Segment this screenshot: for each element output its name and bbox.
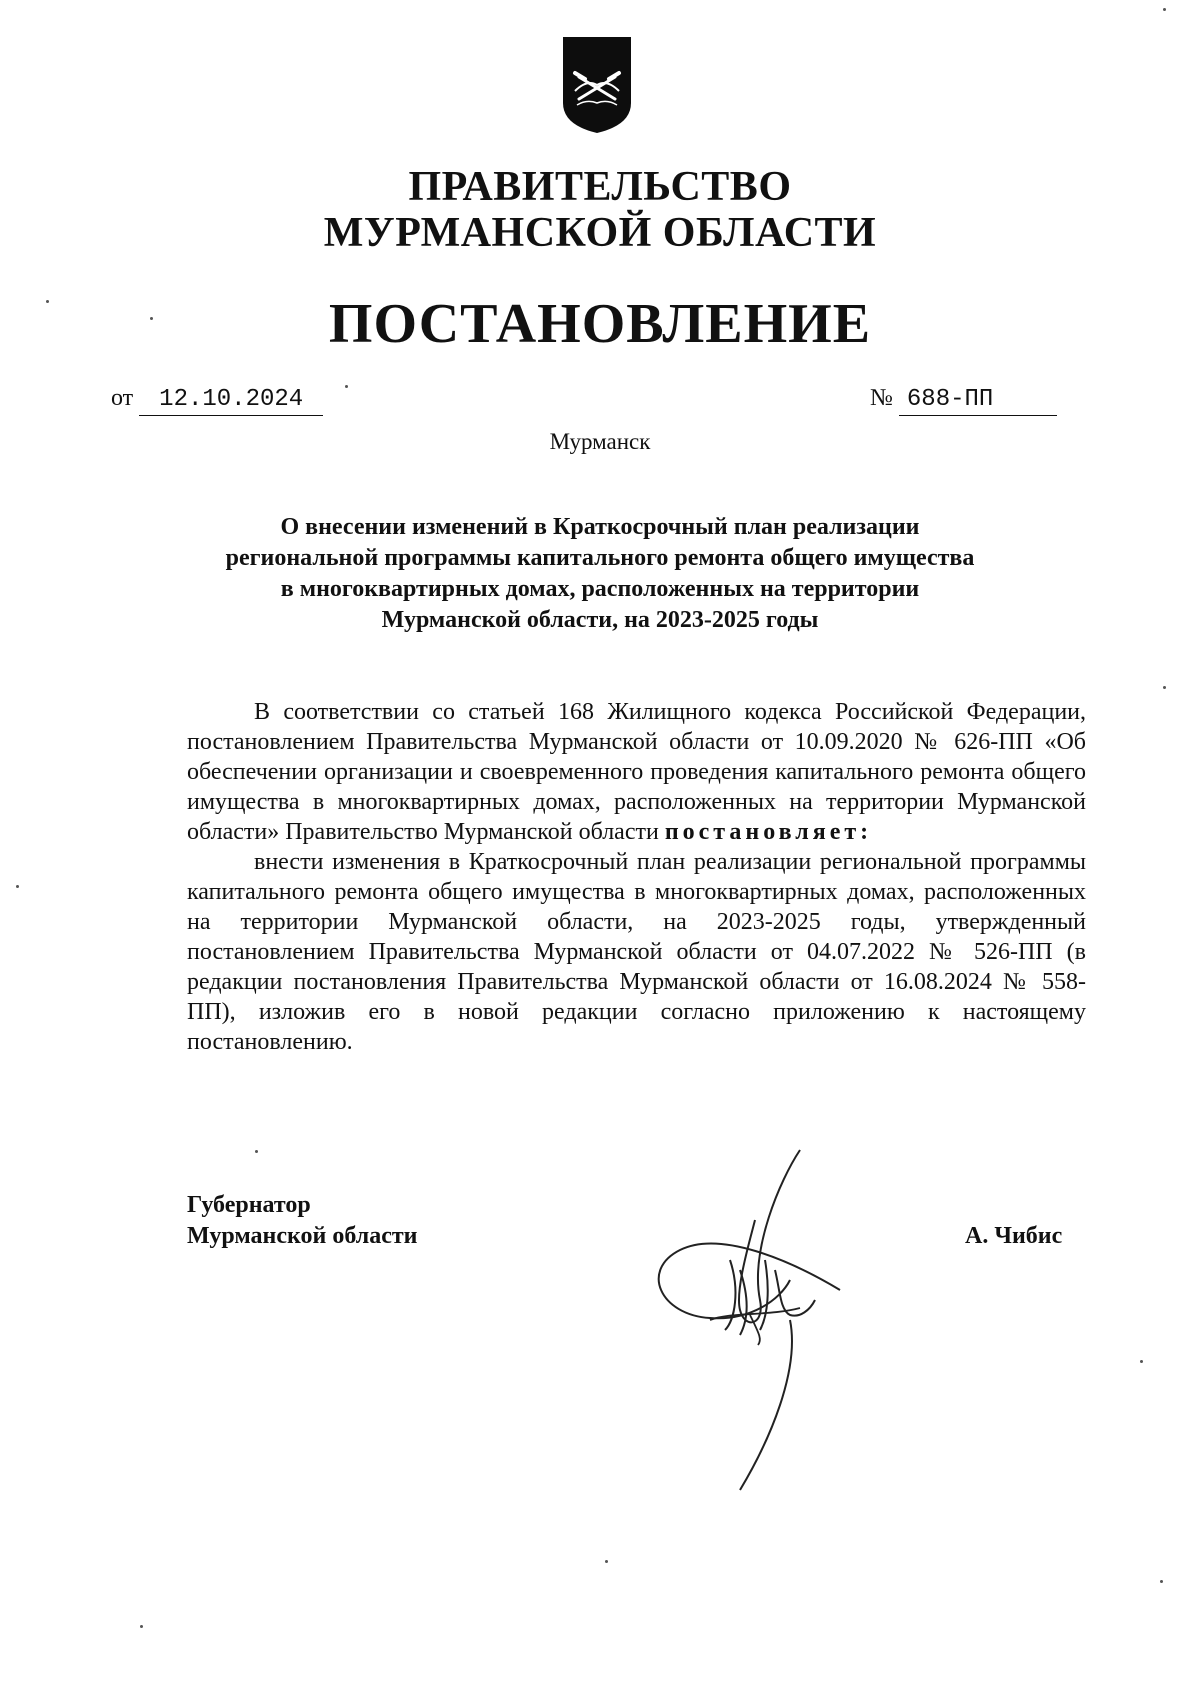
signatory-title-line1: Губернатор xyxy=(187,1192,311,1218)
body-paragraph-preamble xyxy=(187,697,1086,847)
signatory-title-line2: Мурманской области xyxy=(187,1223,418,1249)
document-type-title: ПОСТАНОВЛЕНИЕ xyxy=(328,293,872,355)
scan-speck xyxy=(1160,1580,1163,1583)
number-label: № xyxy=(870,385,893,411)
subject-line: Мурманской области, на 2023-2025 годы xyxy=(381,607,819,633)
scan-speck xyxy=(605,1560,608,1563)
signatory-name: А. Чибис xyxy=(965,1223,1063,1249)
scan-speck xyxy=(345,385,348,388)
number-value: 688-ПП xyxy=(899,385,1057,416)
subject-line: О внесении изменений в Краткосрочный план реализации xyxy=(280,514,920,540)
handwritten-signature-icon xyxy=(640,1140,890,1500)
scan-speck xyxy=(46,300,49,303)
preamble-text: В соответствии со статьей 168 Жилищного кодекса Российской Федерации, постановлением Правительства Мурманской области от 10.09.2020 № 626-ПП «Об обеспечении организации и своевременного проведения капитального ремонта общего имущества в многоквартирных домах, расположенных на территории Мурманской области» Правительство Мурманской области xyxy=(187,699,1086,845)
signatory-title xyxy=(187,1190,417,1252)
scan-speck xyxy=(1140,1360,1143,1363)
scan-speck xyxy=(1163,8,1166,11)
document-subject xyxy=(200,512,1000,636)
date-label: от xyxy=(111,385,134,411)
document-city: Мурманск xyxy=(549,429,651,454)
scan-speck xyxy=(16,885,19,888)
decree-word: постановляет: xyxy=(664,819,873,845)
scan-speck xyxy=(1163,686,1166,689)
subject-line: региональной программы капитального ремонта общего имущества xyxy=(225,545,975,571)
body-paragraph-operative: внести изменения в Краткосрочный план реализации региональной программы капитального ремонта общего имущества в многоквартирных домах, расположенных на территории Мурманской области, на 2023-2025 годы, утвержденный постановлением Правительства Мурманской области от 04.07.2022 № 526-ПП (в редакции постановления Правительства Мурманской области от 16.08.2024 № 558-ПП), изложив его в новой редакции согласно приложению к настоящему постановлению. xyxy=(187,849,1086,1055)
scan-speck xyxy=(255,1150,258,1153)
scan-speck xyxy=(150,317,153,320)
organization-name-line1: ПРАВИТЕЛЬСТВО xyxy=(408,164,792,210)
document-body xyxy=(187,697,1086,1057)
document-date xyxy=(111,383,323,416)
scan-speck xyxy=(140,1625,143,1628)
coat-of-arms-icon xyxy=(557,33,637,135)
organization-name-line2: МУРМАНСКОЙ ОБЛАСТИ xyxy=(323,210,877,256)
document-number xyxy=(870,383,1057,416)
date-value: 12.10.2024 xyxy=(139,385,323,416)
subject-line: в многоквартирных домах, расположенных на территории xyxy=(280,576,920,602)
